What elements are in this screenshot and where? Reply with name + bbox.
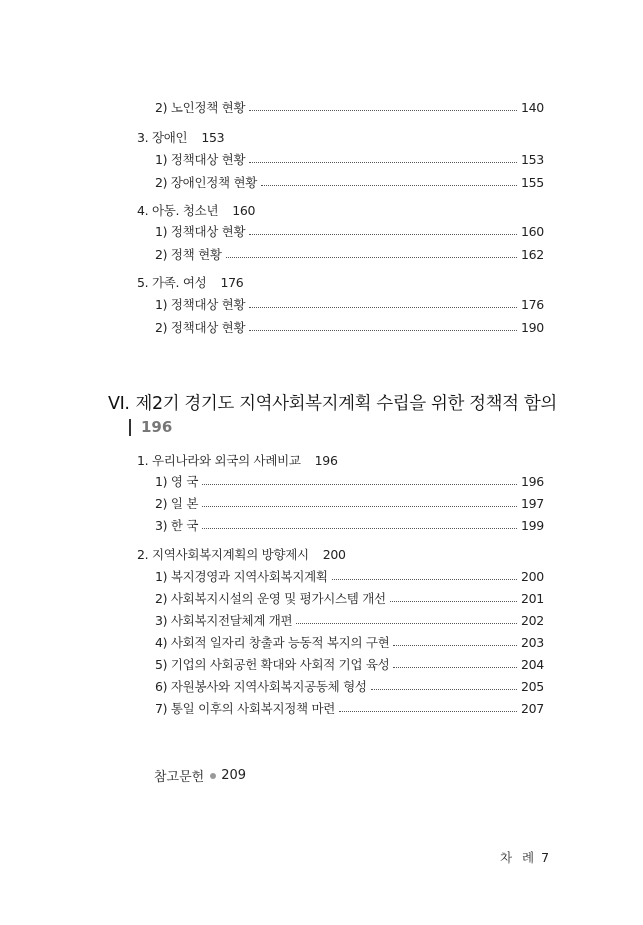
dot-leader <box>226 256 517 258</box>
references-page: 209 <box>221 768 247 783</box>
dot-leader <box>371 688 517 690</box>
toc-item[interactable] <box>155 494 543 512</box>
toc-section-title: 1. 우리나라와 외국의 사례비교 <box>137 453 301 468</box>
toc-section-page: 160 <box>232 203 256 218</box>
toc-item-label: 2) 일 본 <box>155 496 199 511</box>
toc-section-title: 5. 가족. 여성 <box>137 275 207 290</box>
toc-item-page: 207 <box>521 700 544 716</box>
toc-item-label: 7) 통일 이후의 사회복지정책 마련 <box>155 701 335 716</box>
toc-item[interactable] <box>155 222 543 240</box>
toc-section-title: 2. 지역사회복지계획의 방향제시 <box>137 547 309 562</box>
dot-leader <box>249 329 517 331</box>
toc-item-label: 4) 사회적 일자리 창출과 능동적 복지의 구현 <box>155 635 390 650</box>
toc-item-label: 3) 사회복지전달체계 개편 <box>155 613 293 628</box>
toc-item-page: 204 <box>521 656 544 672</box>
toc-item[interactable] <box>155 633 543 651</box>
toc-item-page: 199 <box>521 517 544 533</box>
toc-item[interactable] <box>155 611 543 629</box>
toc-item[interactable] <box>155 318 543 336</box>
toc-item-page: 202 <box>521 612 544 628</box>
toc-item-label: 6) 자원봉사와 지역사회복지공동체 형성 <box>155 679 367 694</box>
toc-section[interactable] <box>137 273 243 291</box>
toc-item-label: 1) 영 국 <box>155 474 199 489</box>
dot-leader <box>202 505 517 507</box>
toc-item[interactable] <box>155 472 543 490</box>
dot-leader <box>296 622 517 624</box>
toc-item-label: 3) 한 국 <box>155 518 199 533</box>
toc-item-label: 1) 정책대상 현황 <box>155 152 246 167</box>
vertical-bar <box>129 419 131 436</box>
toc-section-page: 200 <box>322 547 346 562</box>
toc-item-page: 205 <box>521 678 544 694</box>
footer-label: 차 례 <box>500 850 538 865</box>
toc-item-page: 197 <box>521 495 544 511</box>
toc-section-page: 196 <box>314 453 338 468</box>
toc-item-label: 1) 정책대상 현황 <box>155 297 246 312</box>
toc-section[interactable] <box>137 128 224 146</box>
dot-leader <box>249 109 517 111</box>
toc-item[interactable] <box>155 173 543 191</box>
toc-item-page: 153 <box>521 151 544 167</box>
toc-item-label: 2) 장애인정책 현황 <box>155 175 258 190</box>
toc-item[interactable] <box>155 589 543 607</box>
toc-item-page: 201 <box>521 590 544 606</box>
toc-section-page: 176 <box>220 275 244 290</box>
dot-leader <box>332 578 517 580</box>
toc-item-page: 196 <box>521 473 544 489</box>
toc-item[interactable] <box>155 98 543 116</box>
toc-item-page: 160 <box>521 223 544 239</box>
chapter-number: VI. <box>108 394 130 414</box>
dot-leader <box>261 184 517 186</box>
toc-item[interactable] <box>155 516 543 534</box>
toc-item[interactable] <box>155 295 543 313</box>
chapter-page: 196 <box>141 418 173 436</box>
toc-item[interactable] <box>155 567 543 585</box>
toc-section[interactable] <box>137 545 346 563</box>
toc-item[interactable] <box>155 150 543 168</box>
toc-item-page: 162 <box>521 246 544 262</box>
dot-leader <box>249 233 517 235</box>
toc-section[interactable] <box>137 201 255 219</box>
dot-leader <box>249 306 517 308</box>
toc-item-page: 140 <box>521 99 544 115</box>
references-entry[interactable] <box>154 766 246 785</box>
references-label: 참고문헌 <box>154 770 205 785</box>
toc-item[interactable] <box>155 655 543 673</box>
chapter-page-line <box>129 418 172 436</box>
toc-section[interactable] <box>137 451 338 469</box>
dot-leader <box>339 710 517 712</box>
toc-item[interactable] <box>155 245 543 263</box>
dot-leader <box>393 666 517 668</box>
dot-leader <box>202 483 517 485</box>
toc-section-page: 153 <box>201 130 225 145</box>
toc-item-label: 2) 정책 현황 <box>155 247 222 262</box>
toc-item-page: 176 <box>521 296 544 312</box>
dot-leader <box>249 161 517 163</box>
toc-item-page: 155 <box>521 174 544 190</box>
toc-item-label: 1) 정책대상 현황 <box>155 224 246 239</box>
bullet-dot-icon <box>210 773 216 779</box>
toc-item-page: 203 <box>521 634 544 650</box>
toc-section-title: 4. 아동. 청소년 <box>137 203 219 218</box>
toc-item-page: 190 <box>521 319 544 335</box>
toc-item-label: 2) 사회복지시설의 운영 및 평가시스템 개선 <box>155 591 386 606</box>
dot-leader <box>393 644 517 646</box>
chapter-title: 제2기 경기도 지역사회복지계획 수립을 위한 정책적 함의 <box>135 394 557 414</box>
toc-item[interactable] <box>155 699 543 717</box>
toc-item-label: 2) 정책대상 현황 <box>155 320 246 335</box>
toc-item-label: 2) 노인정책 현황 <box>155 100 246 115</box>
page-number: 7 <box>541 850 550 865</box>
page-footer <box>500 848 549 866</box>
toc-item-label: 1) 복지경영과 지역사회복지계획 <box>155 569 328 584</box>
dot-leader <box>202 527 517 529</box>
toc-item-page: 200 <box>521 568 544 584</box>
toc-item[interactable] <box>155 677 543 695</box>
toc-section-title: 3. 장애인 <box>137 130 188 145</box>
toc-item-label: 5) 기업의 사회공헌 확대와 사회적 기업 육성 <box>155 657 390 672</box>
chapter-heading[interactable] <box>108 390 557 415</box>
dot-leader <box>390 600 517 602</box>
